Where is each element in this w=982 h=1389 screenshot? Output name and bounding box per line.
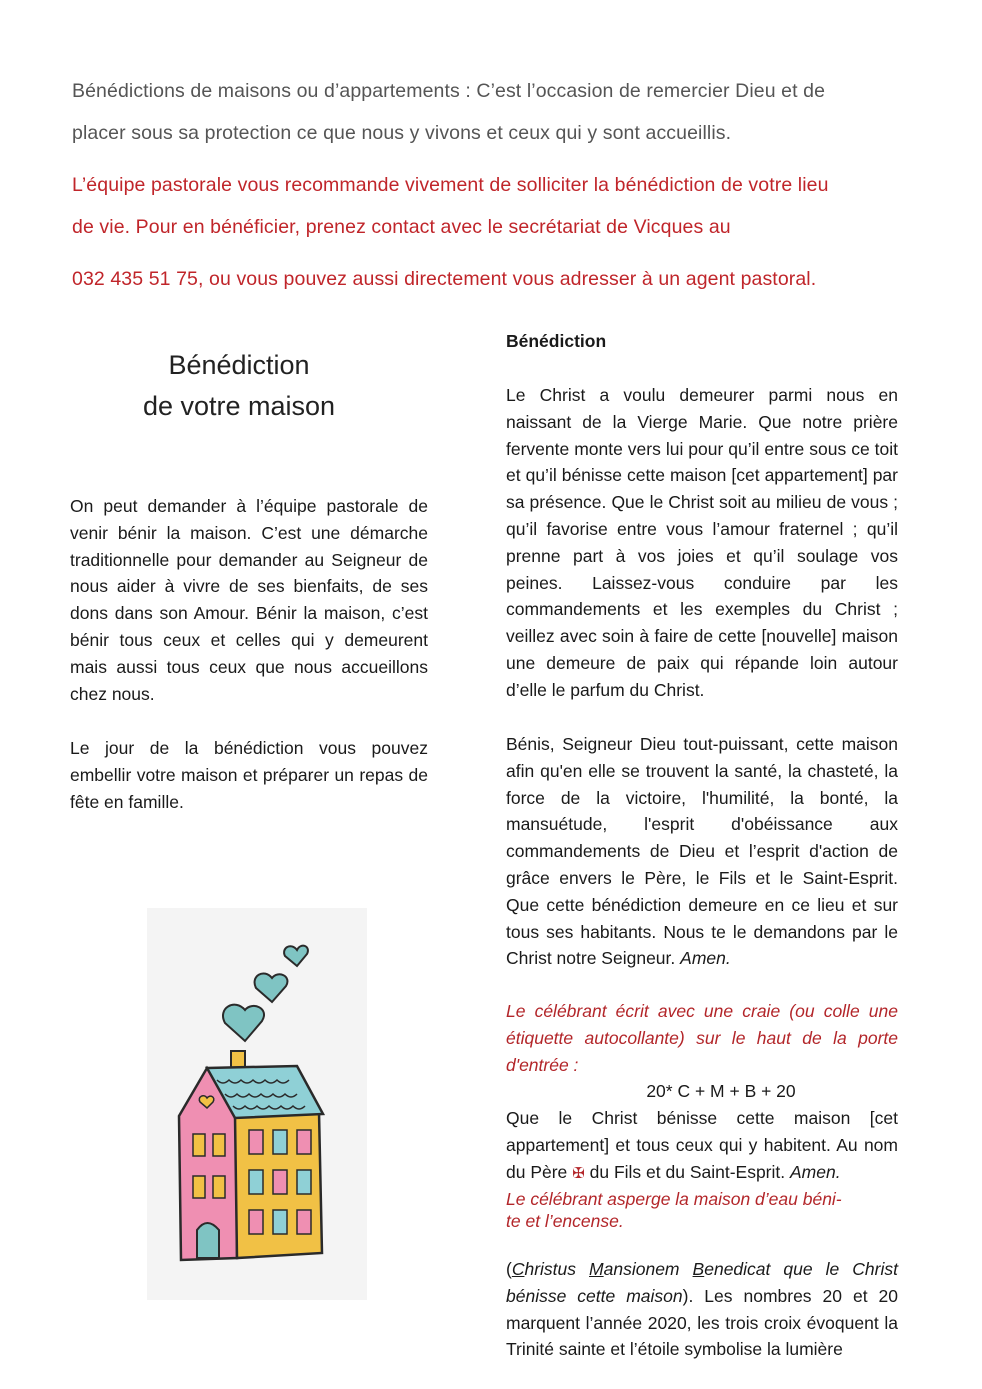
left-column (70, 345, 428, 812)
door-formula: 20* C + M + B + 20 (646, 1081, 796, 1102)
initial-c: C (511, 1259, 525, 1279)
right-paragraph-1: Le Christ a voulu demeurer parmi nous en naissant de la Vierge Marie. Que notre prière fervente monte vers lui pour qu’il entre sous ce toit et qu’il bénisse cette maison [cet appartement] par sa présence. Que le Christ soit au milieu de vous ; qu’il favorise entre vous l’amour fraternel ; qu’il prenne part à vos joies et qu’il soulage vos peines. Laissez-vous conduire par les commandements et les exemples du Christ ; veillez avec soin à faire de cette [nouvelle] maison une demeure de paix qui répande loin autour d’elle le parfum du Christ. (506, 385, 898, 700)
cross-icon: ✠ (572, 1164, 585, 1182)
rubric-chalk: Le célébrant écrit avec une craie (ou colle une étiquette autocollante) sur le haut de la porte d'entrée : (506, 1001, 898, 1075)
intro-grey-line2: placer sous sa protection ce que nous y vivons et ceux qui y sont accueillis. (72, 122, 732, 144)
word-ansionem: ansionem (603, 1259, 693, 1279)
intro-grey-paragraph (72, 70, 912, 154)
left-paragraph-1: On peut demander à l’équipe pastorale de venir bénir la maison. C’est une démarche traditionnelle pour demander au Seigneur de nous aider à vivre de ses bienfaits, de ses dons dans son Amour. Bénir la maison, c’est bénir tous ceux et celles qui y demeurent mais aussi tous ceux que nous accueillons chez nous. (70, 496, 428, 704)
intro-red-line3: 032 435 51 75, ou vous pouvez aussi directement vous adresser à un agent pastoral. (72, 268, 817, 290)
rubric-sprinkle (506, 1188, 898, 1232)
word-enedicat: enedicat que le Christ bénisse cette maison (506, 1259, 898, 1306)
amen-text: Amen. (680, 948, 731, 969)
intro-grey-line1: Bénédictions de maisons ou d’appartements : C’est l’occasion de remercier Dieu et de (72, 80, 826, 102)
word-hristus: hristus (524, 1259, 590, 1279)
explanation-text: ). Les nombres 20 et 20 marquent l’année 2020, les trois croix évoquent la Trinité sainte et l’étoile symbolise la lumière (506, 1285, 898, 1360)
blessing-text-b: du Fils et du Saint-Esprit. (589, 1161, 786, 1182)
house-icon (147, 908, 367, 1300)
initial-b: B (692, 1259, 705, 1279)
prayer-text: Bénis, Seigneur Dieu tout-puissant, cette maison afin qu'en elle se trouvent la santé, la chasteté, la force de la victoire, l'humilité, la bonté, la mansuétude, l'esprit d'obéissance aux commandements de Dieu et l’esprit d'action de grâce envers le Père, le Fils et le Saint-Esprit. Que cette bénédiction demeure en ce lieu et sur tous ses habitants. Nous te le demandons par le Christ notre Seigneur. (506, 734, 898, 969)
right-paragraph-2 (506, 731, 898, 972)
blessing-text (506, 1105, 898, 1187)
blessing-text-a: Que le Christ bénisse cette maison [cet appartement] et tous ceux qui y habitent. Au nom du Père (506, 1108, 898, 1182)
paren-open: ( (506, 1259, 512, 1279)
rubric-sprinkle-line1: Le célébrant asperge la maison d’eau béni- (506, 1188, 842, 1209)
initial-m: M (589, 1259, 604, 1279)
right-column (506, 328, 898, 1360)
rubric-block (506, 998, 898, 1232)
intro-red-line2: de vie. Pour en bénéficier, prenez contact avec le secrétariat de Vicques au (72, 216, 731, 238)
title-line2: de votre maison (142, 391, 336, 421)
title-line1: Bénédiction (168, 350, 310, 380)
intro-red-line1: L’équipe pastorale vous recommande vivement de solliciter la bénédiction de votre lieu (72, 174, 829, 196)
blessing-amen: Amen. (790, 1161, 841, 1182)
right-paragraph-4 (506, 1256, 898, 1363)
section-heading: Bénédiction (506, 331, 607, 351)
page-title (50, 345, 428, 427)
house-illustration (147, 908, 367, 1300)
left-paragraph-2: Le jour de la bénédiction vous pouvez embellir votre maison et préparer un repas de fête en famille. (70, 738, 428, 812)
rubric-sprinkle-line2: te et l’encense. (506, 1210, 624, 1231)
intro-red-paragraph (72, 164, 912, 300)
